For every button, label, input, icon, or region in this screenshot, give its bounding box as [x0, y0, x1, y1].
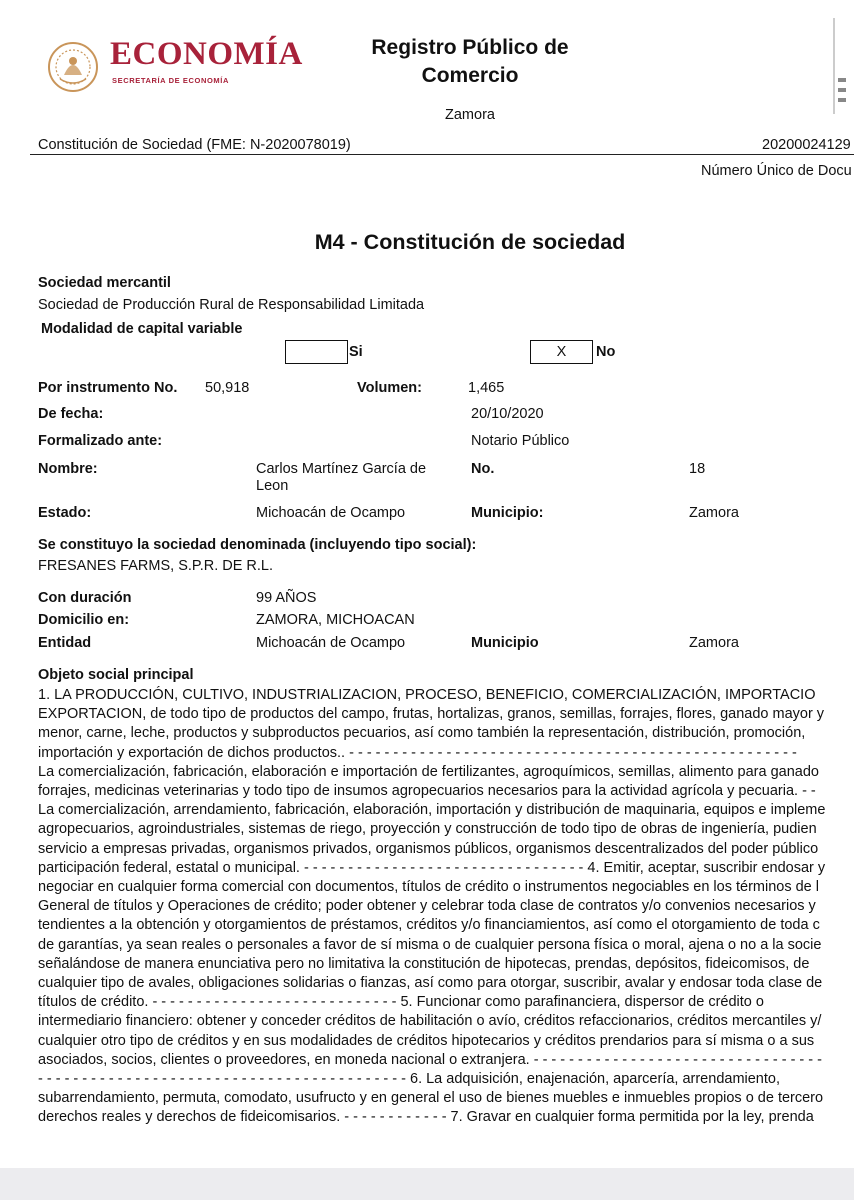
- objeto-social-line: agropecuarios, agroindustriales, sistemas de riego, proyección y construcción de todo tipo de obras de ingeniería, pudien: [38, 821, 817, 838]
- header-divider: [30, 154, 854, 155]
- entidad-label: Entidad: [38, 635, 92, 651]
- ministry-logo-subtitle: SECRETARÍA DE ECONOMÍA: [112, 76, 229, 85]
- objeto-social-line: cualquier otro tipo de créditos y en sus modalidades de créditos hipotecarios y créditos prendarios para sí misma o a sus: [38, 1032, 815, 1049]
- objeto-social-line: menor, carne, leche, productos y subproductos pecuarios, así como también la representación, distribución, promoción,: [38, 725, 806, 742]
- objeto-social-line: títulos de crédito. - - - - - - - - - - - - - - - - - - - - - - - - - - - - 5. Funcionar como parafinanciera, dispersor de crédito o: [38, 994, 764, 1011]
- instrumento-label: Por instrumento No.: [38, 380, 178, 396]
- objeto-social-line: EXPORTACION, de todo tipo de productos del campo, frutas, hortalizas, granos, semillas, forrajes, flores, ganado mayor y: [38, 706, 825, 723]
- nombre-value-line2: Leon: [256, 478, 289, 494]
- formalizado-label: Formalizado ante:: [38, 433, 163, 449]
- ministry-logo-text: ECONOMÍA: [110, 36, 303, 72]
- unique-document-label: Número Único de Docu: [701, 163, 852, 179]
- objeto-social-line: - - - - - - - - - - - - - - - - - - - - - - - - - - - - - - - - - - - - - - - - - - 6. La adquisición, enajenación, aparcería, arrendamiento,: [38, 1071, 780, 1088]
- page-title: M4 - Constitución de sociedad: [314, 230, 626, 254]
- registry-title-line2: Comercio: [421, 64, 519, 87]
- notario-no-value: 18: [689, 461, 706, 477]
- objeto-social-line: negociar en cualquier forma comercial con documentos, títulos de crédito o instrumentos negociables en los términos de l: [38, 879, 819, 896]
- nombre-label: Nombre:: [38, 461, 98, 477]
- instrumento-value: 50,918: [205, 380, 250, 396]
- sociedad-mercantil-label: Sociedad mercantil: [38, 275, 171, 291]
- volumen-label: Volumen:: [357, 380, 422, 396]
- duracion-label: Con duración: [38, 590, 132, 606]
- registry-title: [340, 34, 600, 90]
- objeto-social-line: La comercialización, fabricación, elaboración e importación de fertilizantes, agroquímicos, semillas, alimento para ganado: [38, 763, 819, 780]
- objeto-social-line: 1. LA PRODUCCIÓN, CULTIVO, INDUSTRIALIZACION, PROCESO, BENEFICIO, COMERCIALIZACIÓN, IMPORTACIO: [38, 687, 816, 703]
- denominacion-value: FRESANES FARMS, S.P.R. DE R.L.: [38, 558, 274, 574]
- estado-label: Estado:: [38, 505, 92, 521]
- fecha-value: 20/10/2020: [471, 406, 544, 422]
- no-label: No: [596, 344, 616, 360]
- objeto-social-line: General de títulos y Operaciones de crédito; poder obtener y celebrar toda clase de contratos y/o convenios necesarios y: [38, 898, 816, 915]
- entidad-municipio-label: Municipio: [471, 635, 539, 651]
- objeto-social-line: La comercialización, arrendamiento, fabricación, elaboración, importación y distribución de maquinaria, equipos e impleme: [38, 802, 826, 819]
- domicilio-value: ZAMORA, MICHOACAN: [256, 612, 415, 628]
- objeto-social-line: servicio a empresas privadas, organismos privados, organismos públicos, organismos descentralizados del poder público: [38, 840, 819, 857]
- no-checkbox[interactable]: X: [530, 340, 593, 364]
- objeto-social-line: intermediario financiero: obtener y conceder créditos de habilitación o avío, créditos refaccionarios, créditos mercantiles y/: [38, 1013, 822, 1030]
- sociedad-mercantil-value: Sociedad de Producción Rural de Responsabilidad Limitada: [38, 297, 425, 313]
- mexico-coat-of-arms-icon: [42, 39, 104, 93]
- duracion-value: 99 AÑOS: [256, 590, 317, 606]
- si-checkbox[interactable]: [285, 340, 348, 364]
- document-number: 20200024129: [762, 137, 851, 153]
- modalidad-capital-label: Modalidad de capital variable: [41, 321, 243, 337]
- denominacion-label: Se constituyo la sociedad denominada (incluyendo tipo social):: [38, 537, 477, 553]
- nombre-value-line1: Carlos Martínez García de: [256, 461, 427, 477]
- document-type: Constitución de Sociedad (FME: N-2020078019): [38, 137, 351, 153]
- government-logo-icon: [830, 18, 854, 114]
- objeto-social-label: Objeto social principal: [38, 667, 194, 683]
- formalizado-value: Notario Público: [471, 433, 570, 449]
- objeto-social-line: de garantías, ya sean reales o personales a favor de sí misma o de cualquier persona física o moral, ajena o no a la socie: [38, 936, 822, 953]
- objeto-social-line: cualquier tipo de avales, obligaciones solidarias o fianzas, así como para otorgar, suscribir, avalar y endosar toda clase de: [38, 975, 823, 992]
- viewer-background: [0, 1168, 854, 1200]
- municipio-value: Zamora: [689, 505, 739, 521]
- entidad-value: Michoacán de Ocampo: [256, 635, 406, 651]
- si-label: Si: [349, 344, 363, 360]
- registry-city: Zamora: [445, 107, 495, 123]
- objeto-social-line: subarrendamiento, permuta, comodato, usufructo y en general el uso de bienes muebles e inmuebles propios o de tercero: [38, 1090, 824, 1107]
- objeto-social-line: asociados, socios, clientes o proveedores, en moneda nacional o extranjera. - - - - - - - - - - - - - - - - - - - - - - - - - - - - - - - - -: [38, 1051, 822, 1068]
- estado-value: Michoacán de Ocampo: [256, 505, 406, 521]
- volumen-value: 1,465: [468, 380, 505, 396]
- objeto-social-line: tendientes a la obtención y otorgamientos de préstamos, créditos y/o financiamientos, así como el otorgamiento de toda c: [38, 917, 820, 934]
- objeto-social-line: señalándose de manera enunciativa pero no limitativa la constitución de hipotecas, prendas, depósitos, fideicomisos, de: [38, 955, 810, 972]
- registry-title-line1: Registro Público de: [371, 36, 569, 59]
- notario-no-label: No.: [471, 461, 495, 477]
- objeto-social-line: participación federal, estatal o municipal. - - - - - - - - - - - - - - - - - - - - - - - - - - - - - - - - 4. Emitir, aceptar, suscribir endosar y: [38, 859, 826, 876]
- domicilio-label: Domicilio en:: [38, 612, 130, 628]
- objeto-social-line: forrajes, medicinas veterinarias y todo tipo de insumos agropecuarios necesarios para la actividad agrícola y pecuaria. - -: [38, 783, 816, 800]
- fecha-label: De fecha:: [38, 406, 104, 422]
- entidad-municipio-value: Zamora: [689, 635, 739, 651]
- objeto-social-line: derechos reales y derechos de fideicomisarios. - - - - - - - - - - - - 7. Gravar en cualquier forma permitida por la ley, prenda: [38, 1109, 814, 1126]
- municipio-label: Municipio:: [471, 505, 544, 521]
- objeto-social-line: importación y exportación de dichos productos.. - - - - - - - - - - - - - - - - - - - - - - - - - - - - - - - - - - - - - - - - - - - - - - - - - - -: [38, 744, 797, 761]
- objeto-social-text: [38, 686, 854, 1128]
